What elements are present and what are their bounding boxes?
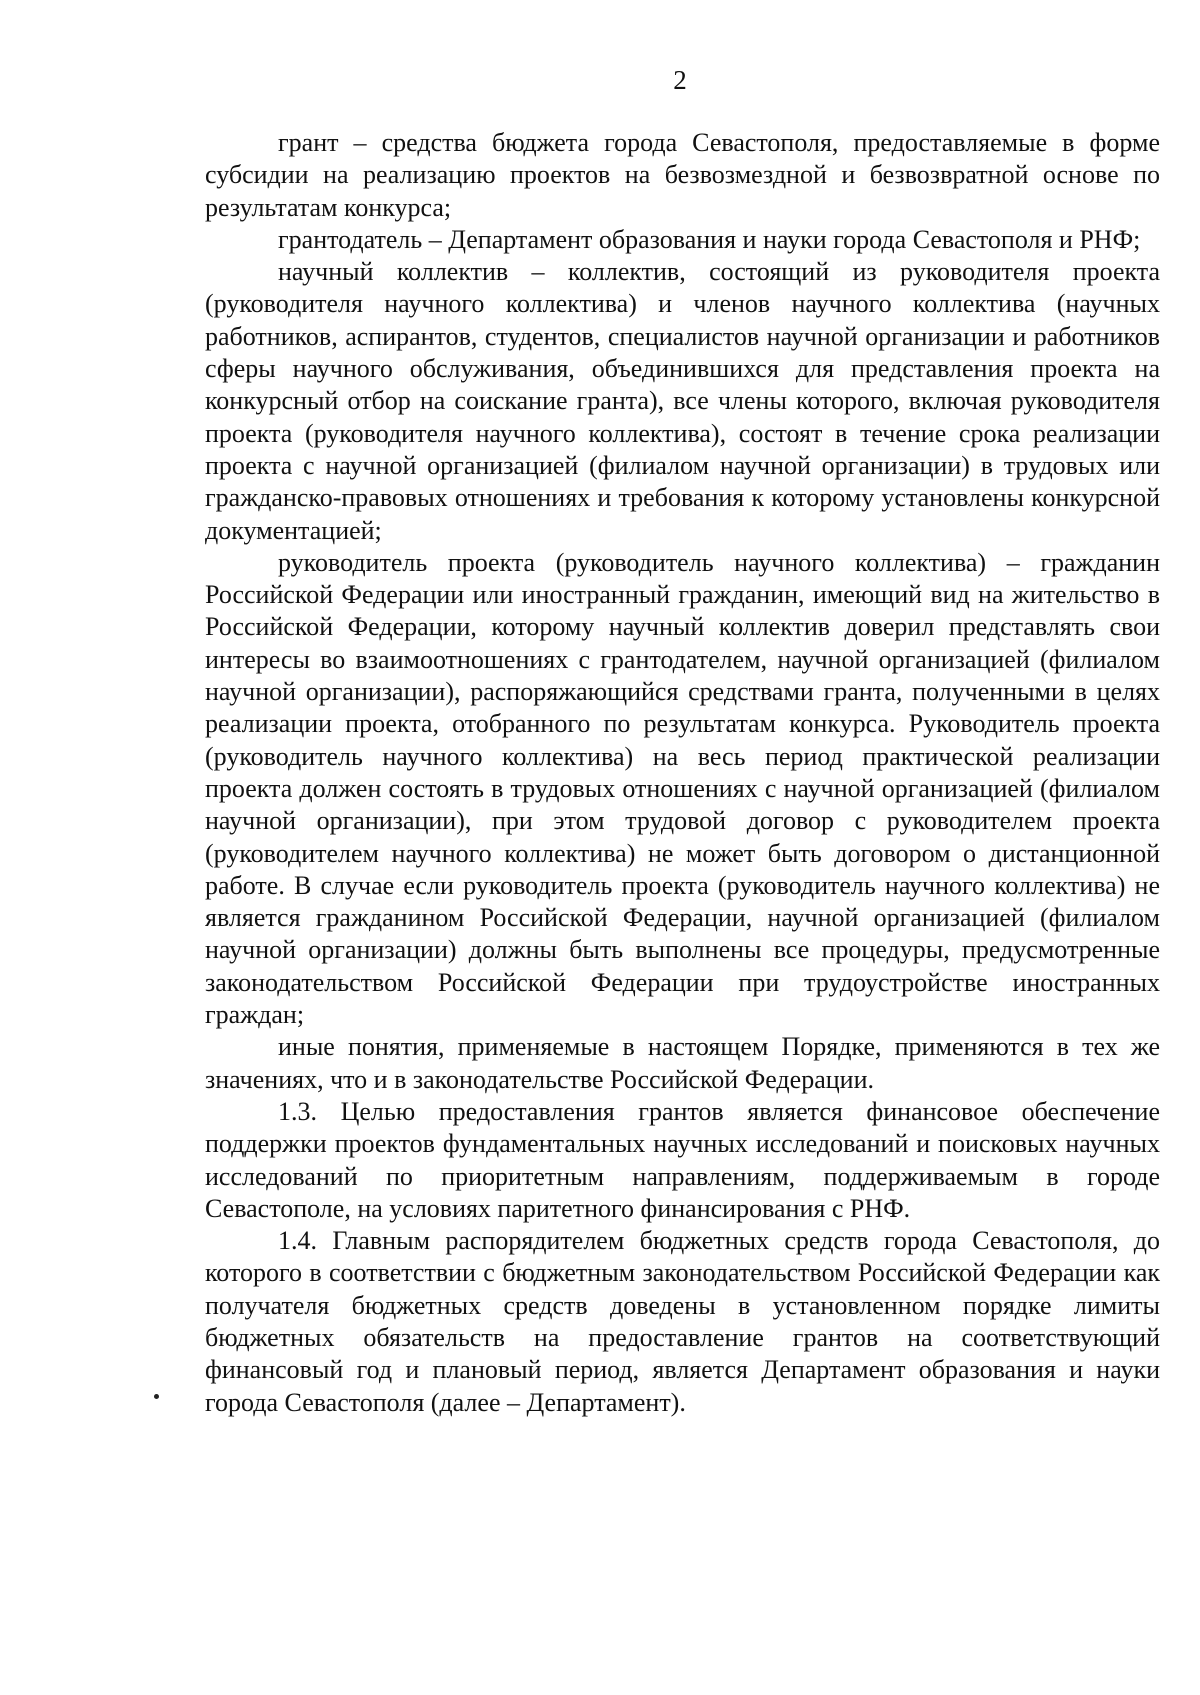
paragraph-section-1-4: 1.4. Главным распорядителем бюджетных средств города Севастополя, до которого в соответствии с бюджетным законодательством Российской Федерации как получателя бюджетных средств доведены в установленном порядке лимиты бюджетных обязательств на предоставление грантов на соответствующий финансовый год и плановый период, является Департамент образования и науки города Севастополя (далее – Департамент). xyxy=(205,1226,1160,1417)
paragraph-other-terms: иные понятия, применяемые в настоящем Порядке, применяются в тех же значениях, что и в законодательстве Российской Федерации. xyxy=(205,1032,1160,1094)
paragraph-grantor-definition: грантодатель – Департамент образования и науки города Севастополя и РНФ; xyxy=(278,224,1141,254)
paragraph-section-1-3: 1.3. Целью предоставления грантов является финансовое обеспечение поддержки проектов фундаментальных научных исследований и поисковых научных исследований по приоритетным направлениям, поддерживаемым в городе Севастополе, на условиях паритетного финансирования с РНФ. xyxy=(205,1096,1160,1223)
paragraph-research-team-definition: научный коллектив – коллектив, состоящий из руководителя проекта (руководителя научного коллектива) и членов научного коллектива (научных работников, аспирантов, студентов, специалистов научной организации и работников сферы научного обслуживания, объединившихся для представления проекта на конкурсный отбор на соискание гранта), все члены которого, включая руководителя проекта (руководителя научного коллектива), состоят в течение срока реализации проекта с научной организацией (филиалом научной организации) в трудовых или гражданско-правовых отношениях и требования к которому установлены конкурсной документацией; xyxy=(205,257,1160,545)
document-body xyxy=(205,127,1160,1419)
paragraph-grant-definition: грант – средства бюджета города Севастополя, предоставляемые в форме субсидии на реализацию проектов на безвозмездной и безвозвратной основе по результатам конкурса; xyxy=(205,128,1160,222)
scan-dot-mark xyxy=(154,1394,159,1399)
paragraph-project-leader-definition: руководитель проекта (руководитель научного коллектива) – гражданин Российской Федерации или иностранный гражданин, имеющий вид на жительство в Российской Федерации, которому научный коллектив доверил представлять свои интересы во взаимоотношениях с грантодателем, научной организацией (филиалом научной организации), распоряжающийся средствами гранта, полученными в целях реализации проекта, отобранного по результатам конкурса. Руководитель проекта (руководитель научного коллектива) на весь период практической реализации проекта должен состоять в трудовых отношениях с научной организацией (филиалом научной организации), при этом трудовой договор с руководителем проекта (руководителем научного коллектива) не может быть договором о дистанционной работе. В случае если руководитель проекта (руководитель научного коллектива) не является гражданином Российской Федерации, научной организацией (филиалом научной организации) должны быть выполнены все процедуры, предусмотренные законодательством Российской Федерации при трудоустройстве иностранных граждан; xyxy=(205,547,1160,1030)
page-number: 2 xyxy=(673,65,687,95)
